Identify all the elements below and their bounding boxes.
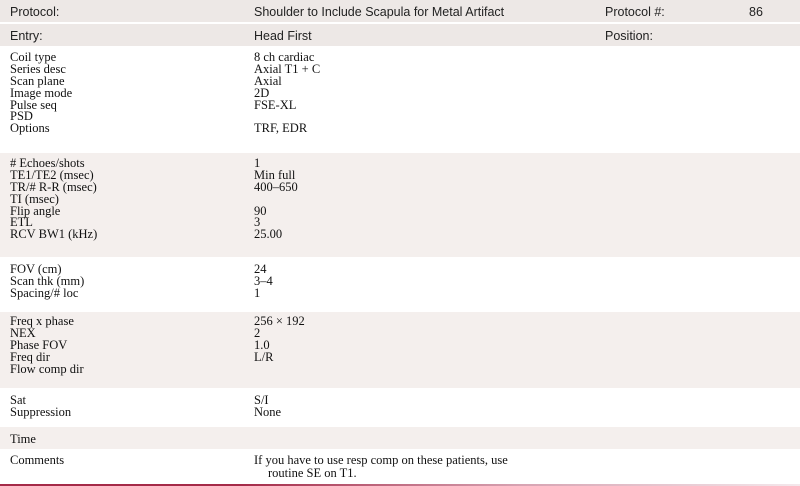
- entry-value: Head First: [254, 29, 312, 43]
- table-row: Flip angle 90: [10, 203, 267, 218]
- table-row: # Echoes/shots 1: [10, 156, 261, 170]
- table-row: Options TRF, EDR: [10, 121, 308, 136]
- table-row: Image mode 2D: [10, 85, 270, 100]
- table-row: Pulse seq FSE-XL: [10, 97, 297, 112]
- time-label: Time: [10, 432, 36, 446]
- table-row: TR/# R-R (msec) 400–650: [10, 179, 298, 194]
- comments-text-line2: routine SE on T1.: [268, 466, 357, 480]
- table-row: Sat S/I: [10, 393, 269, 407]
- table-row: Spacing/# loc 1: [10, 285, 261, 300]
- protocol-number: 86: [749, 5, 763, 19]
- table-row: Coil type 8 ch cardiac: [10, 50, 315, 64]
- table-row: TI (msec): [10, 191, 59, 206]
- table-row: TE1/TE2 (msec) Min full: [10, 167, 296, 182]
- protocol-name: Shoulder to Include Scapula for Metal Artifact: [254, 5, 505, 19]
- table-row: Freq x phase 256 × 192: [10, 314, 305, 328]
- geometry-section: [0, 260, 800, 311]
- table-row: Flow comp dir: [10, 361, 84, 376]
- protocol-number-label: Protocol #:: [605, 5, 665, 19]
- time-row: [0, 427, 800, 449]
- saturation-section: [0, 390, 800, 428]
- table-row: ETL 3: [10, 215, 261, 230]
- entry-header-row: [0, 24, 800, 46]
- protocol-label: Protocol:: [10, 5, 60, 19]
- comments-text-line1: If you have to use resp comp on these patients, use: [254, 453, 508, 467]
- table-row: FOV (cm) 24: [10, 262, 267, 276]
- table-row: Scan thk (mm) 3–4: [10, 273, 273, 288]
- coil-series-section: [0, 49, 800, 148]
- table-row: Suppression None: [10, 404, 282, 419]
- position-label: Position:: [605, 29, 653, 43]
- table-row: Series desc Axial T1 + C: [10, 61, 321, 76]
- table-row: Scan plane Axial: [10, 73, 282, 88]
- table-row: RCV BW1 (kHz) 25.00: [10, 227, 283, 242]
- table-row: PSD: [10, 109, 33, 124]
- protocol-header-row: [0, 0, 800, 22]
- matrix-section: [0, 312, 800, 388]
- comments-row: [0, 451, 800, 483]
- comments-label: Comments: [10, 453, 65, 467]
- timing-section: [0, 153, 800, 257]
- entry-label: Entry:: [10, 29, 43, 43]
- table-row: NEX 2: [10, 325, 261, 340]
- table-row: Phase FOV 1.0: [10, 337, 270, 352]
- table-row: Freq dir L/R: [10, 349, 274, 364]
